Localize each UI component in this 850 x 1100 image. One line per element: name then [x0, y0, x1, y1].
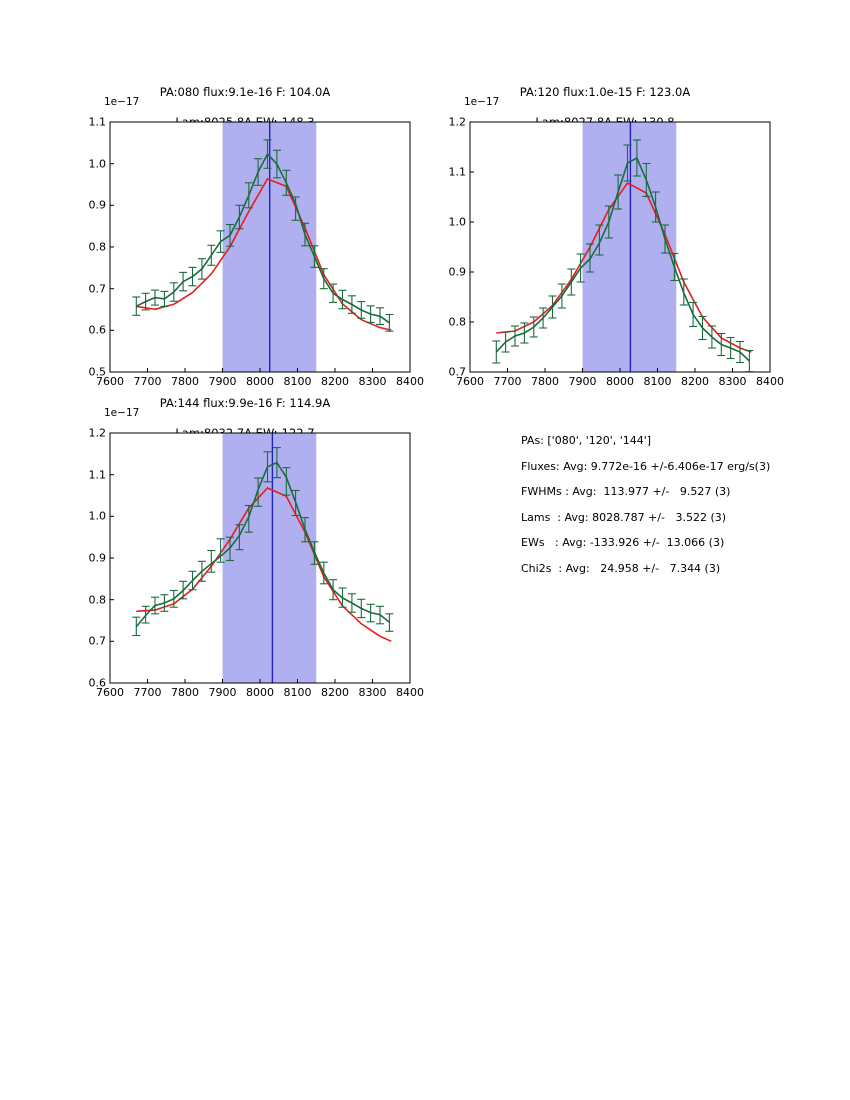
panel-pa120-xtick-4: 8000 — [606, 375, 634, 388]
panel-pa120-xtick-6: 8200 — [681, 375, 709, 388]
panel-pa144-plot — [70, 423, 420, 695]
panel-pa144 — [70, 381, 424, 701]
panel-pa120 — [430, 70, 784, 390]
panel-pa120-title-line1: PA:120 flux:1.0e-15 F: 123.0A — [519, 85, 691, 99]
panel-pa080-xtick-1: 7700 — [133, 375, 162, 388]
panel-pa144-ytick-0: 0.6 — [88, 676, 106, 690]
panel-pa080-exponent: 1e−17 — [104, 96, 140, 108]
panel-pa144-xtick-1: 7700 — [133, 686, 162, 699]
panel-pa080-xtick-5: 8100 — [283, 375, 312, 388]
panel-pa080-axes — [70, 112, 424, 388]
panel-pa080-xtick-7: 8300 — [358, 375, 387, 388]
panel-pa120-ytick-5: 1.2 — [448, 115, 466, 129]
panel-pa120-xtick-1: 7700 — [493, 375, 522, 388]
panel-pa120-ytick-4: 1.1 — [448, 165, 466, 179]
panel-pa080-plot — [70, 112, 420, 384]
panel-pa080-xtick-3: 7900 — [208, 375, 237, 388]
panel-pa080 — [70, 70, 424, 390]
panel-pa080-ytick-0: 0.5 — [88, 365, 106, 379]
panel-pa120-xtick-0: 7600 — [456, 375, 484, 388]
panel-pa144-xtick-6: 8200 — [321, 686, 349, 699]
panel-pa080-xtick-6: 8200 — [321, 375, 349, 388]
stats-line-fluxes: Fluxes: Avg: 9.772e-16 +/-6.406e-17 erg/s(3) — [521, 459, 771, 473]
panel-pa080-xtick-0: 7600 — [96, 375, 124, 388]
panel-pa144-axes — [70, 423, 424, 699]
panel-pa080-xtick-8: 8400 — [396, 375, 424, 388]
panel-pa120-plot — [430, 112, 780, 384]
panel-pa144-exponent: 1e−17 — [104, 407, 140, 419]
panel-pa080-ytick-1: 0.6 — [88, 323, 106, 337]
panel-pa144-title-line1: PA:144 flux:9.9e-16 F: 114.9A — [159, 396, 331, 410]
panel-pa144-xtick-7: 8300 — [358, 686, 387, 699]
panel-pa120-xtick-5: 8100 — [643, 375, 672, 388]
summary-stats — [521, 428, 821, 582]
panel-pa120-ytick-3: 1.0 — [448, 215, 466, 229]
panel-pa120-xtick-2: 7800 — [531, 375, 559, 388]
panel-pa120-xtick-3: 7900 — [568, 375, 597, 388]
panel-pa144-xtick-2: 7800 — [171, 686, 199, 699]
panel-pa080-ytick-6: 1.1 — [88, 115, 106, 129]
panel-pa144-xtick-8: 8400 — [396, 686, 424, 699]
panel-pa080-ytick-2: 0.7 — [88, 282, 106, 296]
panel-pa080-ytick-4: 0.9 — [88, 198, 106, 212]
panel-pa144-ytick-1: 0.7 — [88, 634, 106, 648]
panel-pa120-axes — [430, 112, 784, 388]
panel-pa144-ytick-6: 1.2 — [88, 426, 106, 440]
panel-pa120-ytick-0: 0.7 — [448, 365, 466, 379]
panel-pa144-ytick-4: 1.0 — [88, 509, 106, 523]
stats-line-fwhms: FWHMs : Avg: 113.977 +/- 9.527 (3) — [521, 485, 731, 499]
panel-pa144-xtick-3: 7900 — [208, 686, 237, 699]
panel-pa080-title-line1: PA:080 flux:9.1e-16 F: 104.0A — [159, 85, 331, 99]
stats-line-lams: Lams : Avg: 8028.787 +/- 3.522 (3) — [521, 510, 727, 524]
panel-pa144-xtick-4: 8000 — [246, 686, 274, 699]
stats-line-ews: EWs : Avg: -133.926 +/- 13.066 (3) — [521, 536, 725, 550]
panel-pa120-xtick-7: 8300 — [718, 375, 747, 388]
panel-pa080-ytick-5: 1.0 — [88, 157, 106, 171]
panel-pa144-xtick-5: 8100 — [283, 686, 312, 699]
panel-pa120-xtick-8: 8400 — [756, 375, 784, 388]
stats-line-chi2s: Chi2s : Avg: 24.958 +/- 7.344 (3) — [521, 561, 721, 575]
panel-pa120-ytick-1: 0.8 — [448, 315, 466, 329]
panel-pa144-xtick-0: 7600 — [96, 686, 124, 699]
panel-pa080-xtick-4: 8000 — [246, 375, 274, 388]
panel-pa144-ytick-2: 0.8 — [88, 593, 106, 607]
panel-pa144-ytick-3: 0.9 — [88, 551, 106, 565]
stats-line-pas: PAs: ['080', '120', '144'] — [521, 434, 652, 447]
panel-pa120-exponent: 1e−17 — [464, 96, 500, 108]
panel-pa120-ytick-2: 0.9 — [448, 265, 466, 279]
panel-pa144-ytick-5: 1.1 — [88, 468, 106, 482]
panel-pa080-ytick-3: 0.8 — [88, 240, 106, 254]
panel-pa080-xtick-2: 7800 — [171, 375, 199, 388]
